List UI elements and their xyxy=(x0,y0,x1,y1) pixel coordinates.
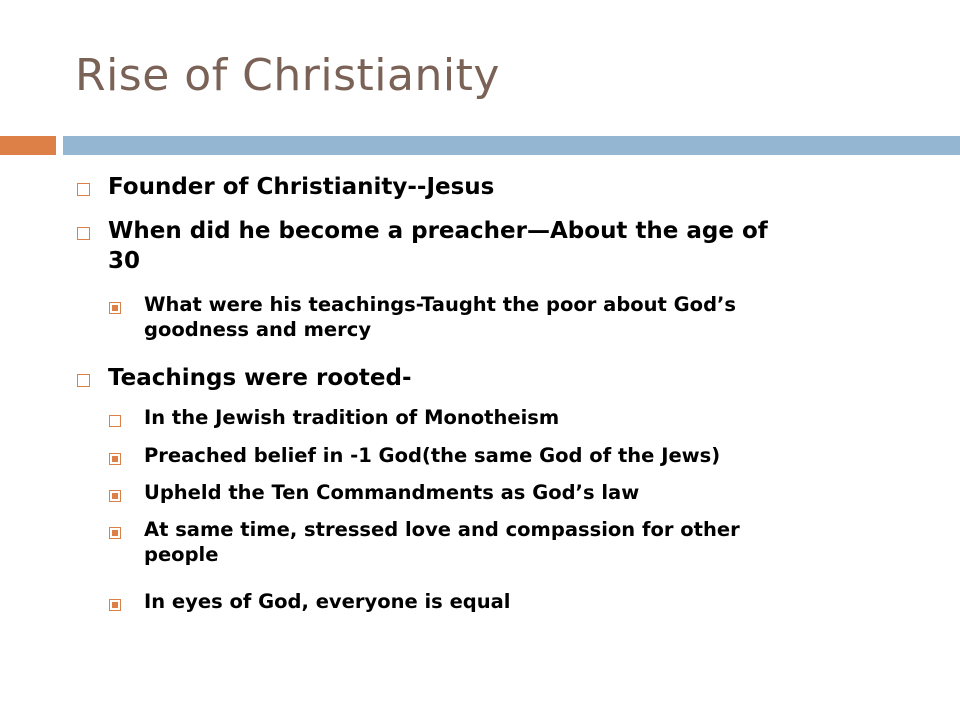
bullet-text-line2: people xyxy=(144,543,219,566)
sub-bullet-item xyxy=(144,517,740,567)
hollow-square-bullet-icon xyxy=(109,415,121,427)
bullet-item xyxy=(108,216,768,276)
sub-bullet-item xyxy=(144,405,559,430)
slide-title: Rise of Christianity xyxy=(75,50,500,101)
sub-bullet-item xyxy=(144,589,510,614)
bullet-item xyxy=(108,172,494,202)
sub-bullet-item xyxy=(144,443,720,468)
sub-bullet-item xyxy=(144,480,639,505)
bullet-text: In the Jewish tradition of Monotheism xyxy=(144,406,560,429)
bullet-text-line1: When did he become a preacher—About the age of xyxy=(108,218,768,244)
filled-square-bullet-icon xyxy=(109,453,121,465)
bullet-item xyxy=(108,363,412,393)
bullet-text: Preached belief in -1 God(the same God of the Jews) xyxy=(144,444,721,467)
filled-square-bullet-icon xyxy=(109,302,121,314)
bullet-text: Teachings were rooted- xyxy=(108,365,412,391)
bullet-text-line1: What were his teachings-Taught the poor about God’s xyxy=(144,293,737,316)
bullet-text-line2: 30 xyxy=(108,248,141,274)
sub-bullet-item xyxy=(144,292,736,342)
hollow-square-bullet-icon xyxy=(77,183,90,196)
bullet-text: Founder of Christianity--Jesus xyxy=(108,174,495,200)
bullet-text: In eyes of God, everyone is equal xyxy=(144,590,511,613)
filled-square-bullet-icon xyxy=(109,599,121,611)
hollow-square-bullet-icon xyxy=(77,374,90,387)
hollow-square-bullet-icon xyxy=(77,227,90,240)
bullet-text-line1: At same time, stressed love and compassion for other xyxy=(144,518,740,541)
filled-square-bullet-icon xyxy=(109,527,121,539)
bullet-text: Upheld the Ten Commandments as God’s law xyxy=(144,481,640,504)
bullet-text-line2: goodness and mercy xyxy=(144,318,372,341)
filled-square-bullet-icon xyxy=(109,490,121,502)
